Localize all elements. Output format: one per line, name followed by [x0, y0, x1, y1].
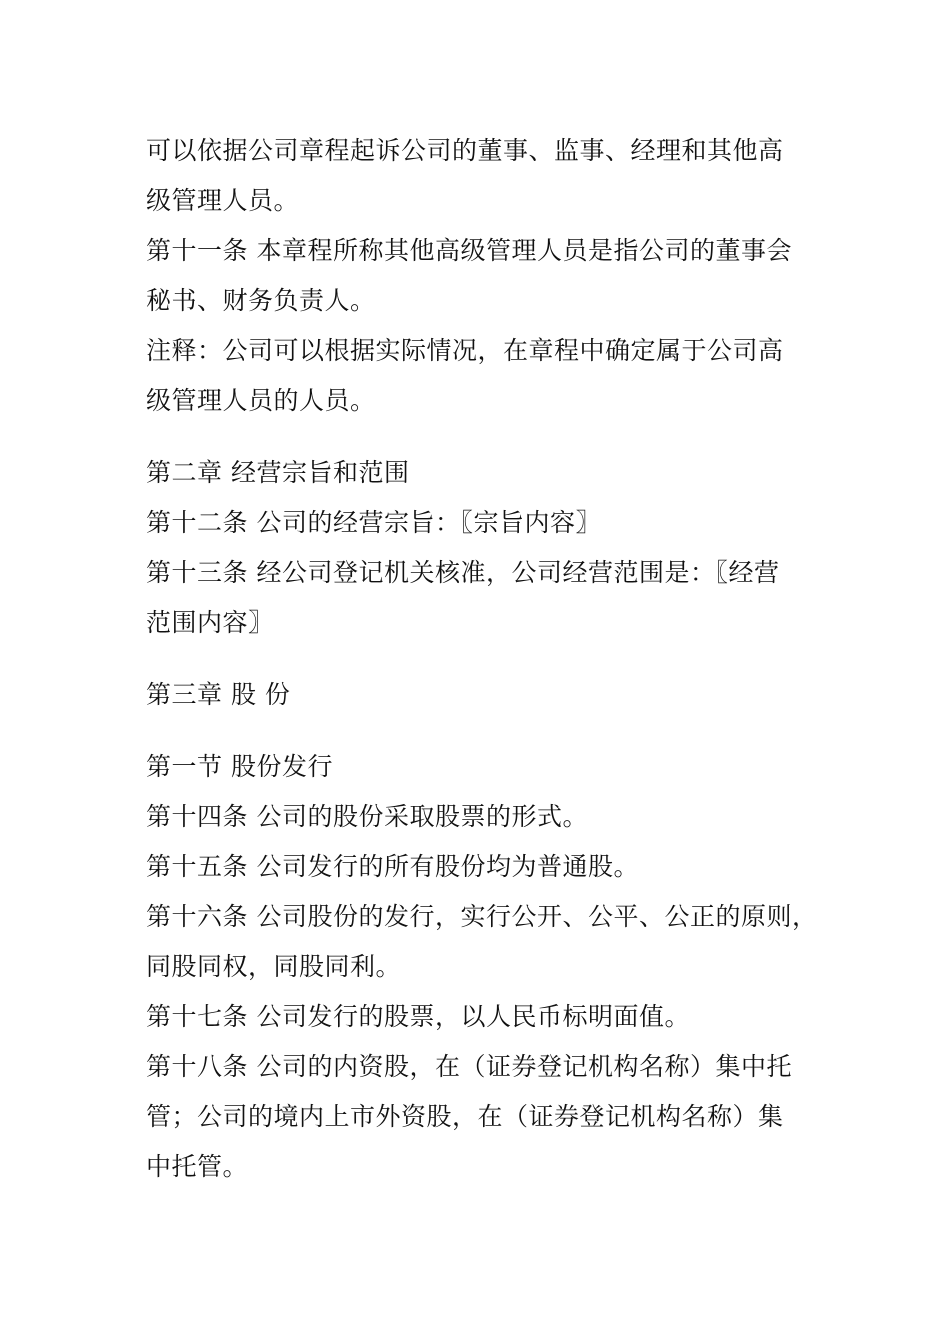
text-line: 级管理人员。	[146, 186, 300, 215]
text-line: 注释：公司可以根据实际情况，在章程中确定属于公司高	[146, 336, 784, 365]
text-line: 第十八条 公司的内资股，在（证券登记机构名称）集中托	[146, 1052, 792, 1081]
section-heading: 第一节 股份发行	[146, 752, 333, 781]
text-line: 第十七条 公司发行的股票，以人民币标明面值。	[146, 1002, 690, 1031]
text-line: 第十六条 公司股份的发行，实行公开、公平、公正的原则，	[146, 902, 818, 931]
text-line: 第十四条 公司的股份采取股票的形式。	[146, 802, 588, 831]
text-line: 秘书、财务负责人。	[146, 286, 376, 315]
text-line: 中托管。	[146, 1152, 249, 1181]
text-line: 同股同权，同股同利。	[146, 952, 402, 981]
chapter-heading: 第三章 股 份	[146, 680, 291, 709]
text-line: 范围内容〗	[146, 608, 274, 637]
text-line: 可以依据公司章程起诉公司的董事、监事、经理和其他高	[146, 136, 784, 165]
chapter-heading: 第二章 经营宗旨和范围	[146, 458, 410, 487]
text-line: 第十二条 公司的经营宗旨：〖宗旨内容〗	[146, 508, 601, 537]
text-line: 管；公司的境内上市外资股，在（证券登记机构名称）集	[146, 1102, 784, 1131]
text-line: 第十一条 本章程所称其他高级管理人员是指公司的董事会	[146, 236, 792, 265]
text-line: 级管理人员的人员。	[146, 386, 376, 415]
text-line: 第十三条 经公司登记机关核准，公司经营范围是：〖经营	[146, 558, 780, 587]
text-line: 第十五条 公司发行的所有股份均为普通股。	[146, 852, 639, 881]
